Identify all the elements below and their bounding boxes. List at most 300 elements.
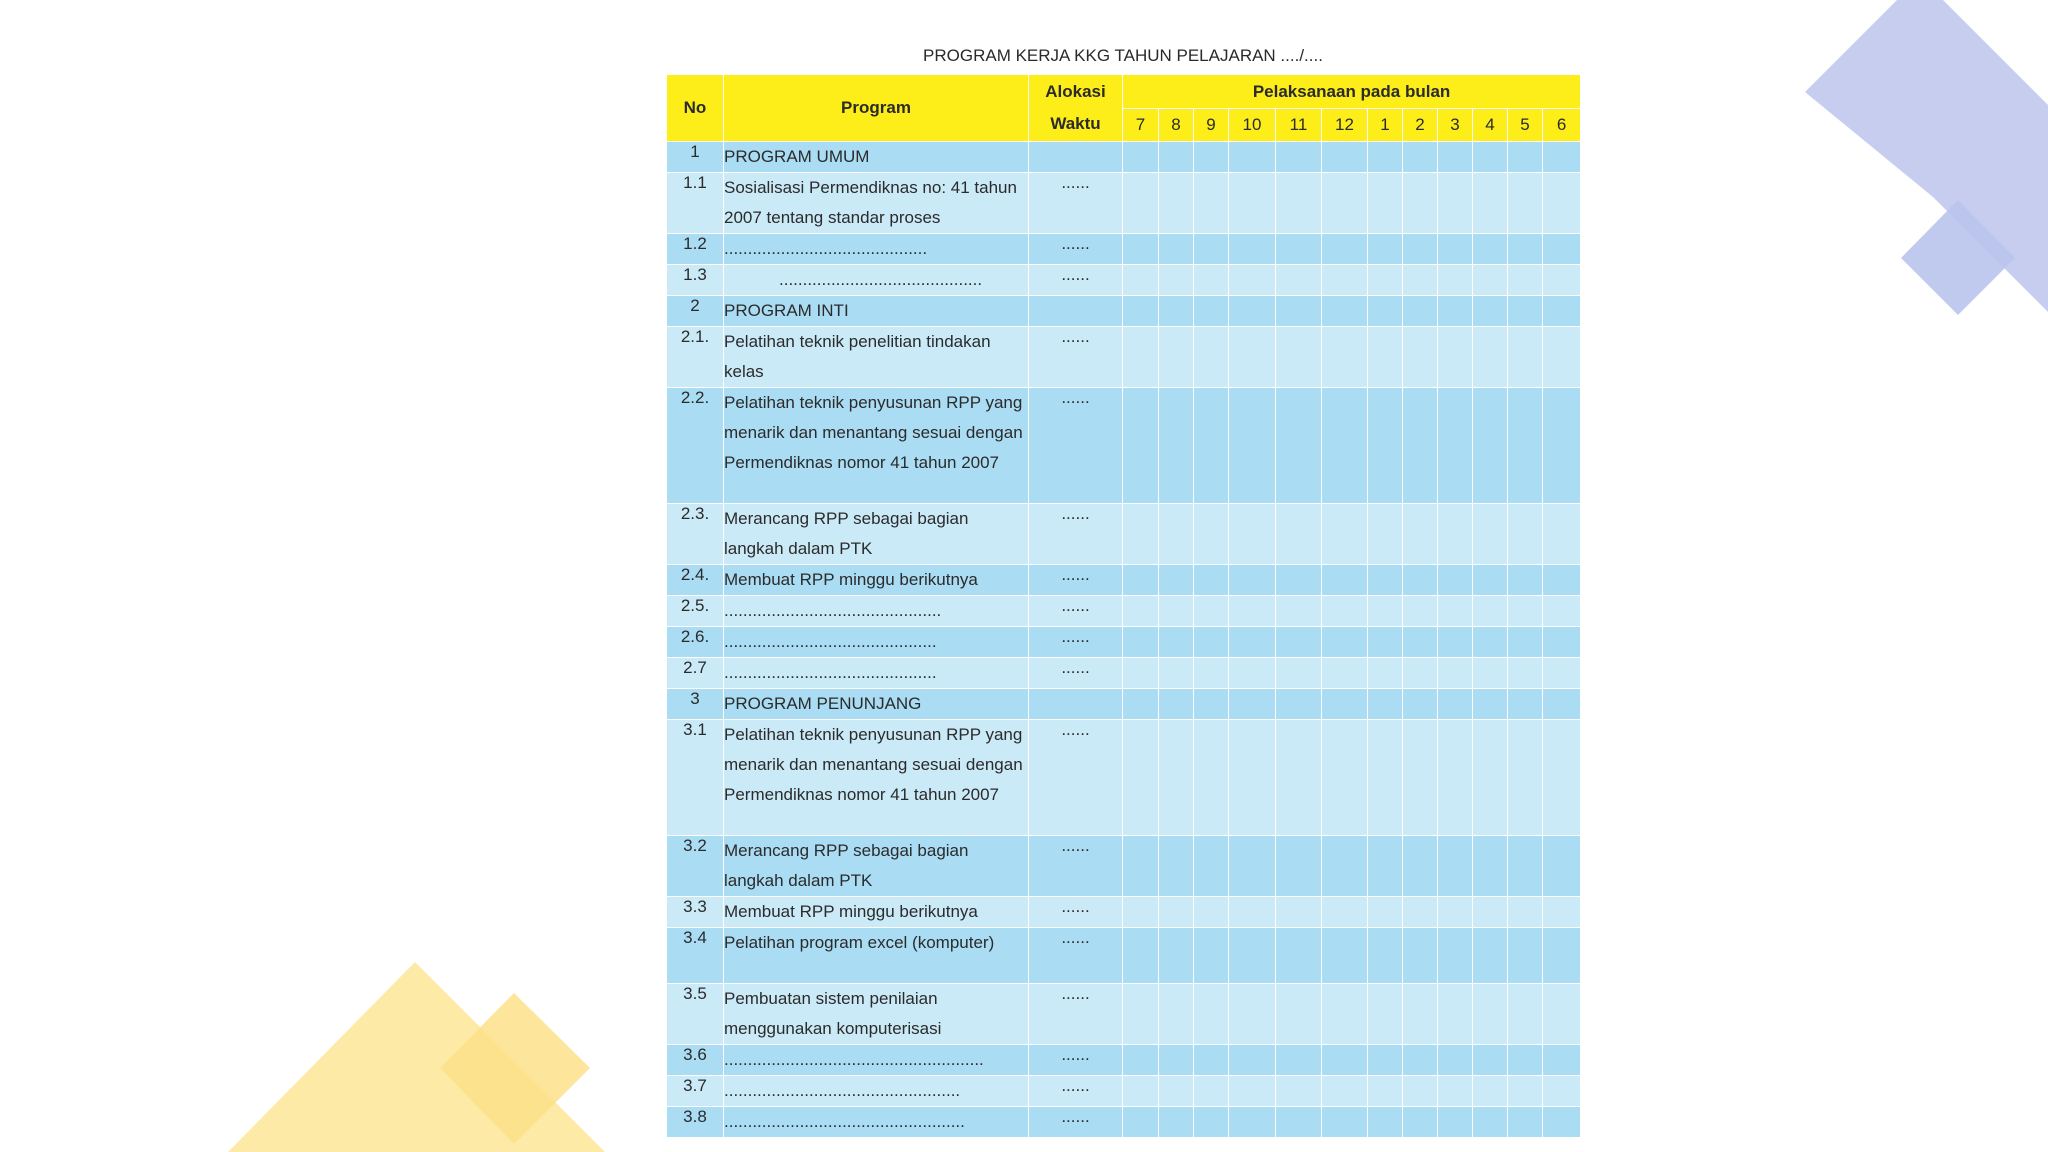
month-cell-8 bbox=[1159, 596, 1194, 627]
table-row bbox=[667, 596, 1581, 627]
month-cell-9 bbox=[1194, 265, 1229, 296]
month-cell-4 bbox=[1473, 504, 1508, 565]
row-program: Merancang RPP sebagai bagian langkah dalam PTK bbox=[724, 504, 1029, 565]
row-alokasi: ...... bbox=[1029, 596, 1123, 627]
month-cell-11 bbox=[1276, 173, 1322, 234]
header-alokasi-waktu bbox=[1029, 75, 1123, 142]
header-month-12: 12 bbox=[1322, 109, 1368, 142]
month-cell-9 bbox=[1194, 1076, 1229, 1107]
month-cell-6 bbox=[1543, 689, 1581, 720]
month-cell-9 bbox=[1194, 627, 1229, 658]
month-cell-3 bbox=[1438, 897, 1473, 928]
header-month-10: 10 bbox=[1229, 109, 1276, 142]
month-cell-7 bbox=[1123, 897, 1159, 928]
table-row bbox=[667, 658, 1581, 689]
month-cell-8 bbox=[1159, 1107, 1194, 1138]
month-cell-3 bbox=[1438, 836, 1473, 897]
month-cell-3 bbox=[1438, 265, 1473, 296]
month-cell-9 bbox=[1194, 1045, 1229, 1076]
month-cell-11 bbox=[1276, 984, 1322, 1045]
month-cell-10 bbox=[1229, 897, 1276, 928]
month-cell-1 bbox=[1368, 234, 1403, 265]
header-month-7: 7 bbox=[1123, 109, 1159, 142]
month-cell-4 bbox=[1473, 1045, 1508, 1076]
month-cell-12 bbox=[1322, 720, 1368, 836]
month-cell-8 bbox=[1159, 658, 1194, 689]
month-cell-2 bbox=[1403, 928, 1438, 984]
month-cell-6 bbox=[1543, 627, 1581, 658]
month-cell-9 bbox=[1194, 1107, 1229, 1138]
month-cell-10 bbox=[1229, 1045, 1276, 1076]
month-cell-4 bbox=[1473, 689, 1508, 720]
month-cell-5 bbox=[1508, 565, 1543, 596]
month-cell-12 bbox=[1322, 836, 1368, 897]
table-row bbox=[667, 720, 1581, 836]
row-alokasi: ...... bbox=[1029, 1076, 1123, 1107]
month-cell-6 bbox=[1543, 897, 1581, 928]
row-program: ....................................................... bbox=[724, 1045, 1029, 1076]
row-program: Pelatihan program excel (komputer) bbox=[724, 928, 1029, 984]
month-cell-8 bbox=[1159, 234, 1194, 265]
month-cell-10 bbox=[1229, 173, 1276, 234]
table-row bbox=[667, 1107, 1581, 1138]
month-cell-7 bbox=[1123, 627, 1159, 658]
month-cell-1 bbox=[1368, 504, 1403, 565]
month-cell-6 bbox=[1543, 265, 1581, 296]
table-row bbox=[667, 142, 1581, 173]
month-cell-7 bbox=[1123, 984, 1159, 1045]
row-number: 3.6 bbox=[667, 1045, 724, 1076]
month-cell-8 bbox=[1159, 265, 1194, 296]
month-cell-9 bbox=[1194, 836, 1229, 897]
table-row bbox=[667, 836, 1581, 897]
table-row bbox=[667, 1045, 1581, 1076]
row-number: 3.5 bbox=[667, 984, 724, 1045]
row-program: PROGRAM PENUNJANG bbox=[724, 689, 1029, 720]
row-number: 3.7 bbox=[667, 1076, 724, 1107]
month-cell-8 bbox=[1159, 504, 1194, 565]
header-month-8: 8 bbox=[1159, 109, 1194, 142]
row-number: 2.2. bbox=[667, 388, 724, 504]
month-cell-6 bbox=[1543, 296, 1581, 327]
row-number: 2.3. bbox=[667, 504, 724, 565]
month-cell-1 bbox=[1368, 265, 1403, 296]
month-cell-2 bbox=[1403, 1045, 1438, 1076]
month-cell-7 bbox=[1123, 234, 1159, 265]
month-cell-3 bbox=[1438, 720, 1473, 836]
month-cell-11 bbox=[1276, 504, 1322, 565]
month-cell-5 bbox=[1508, 1107, 1543, 1138]
page-title: PROGRAM KERJA KKG TAHUN PELAJARAN ..../.... bbox=[923, 46, 1323, 65]
table-row bbox=[667, 627, 1581, 658]
row-program: .............................................. bbox=[724, 596, 1029, 627]
month-cell-11 bbox=[1276, 596, 1322, 627]
month-cell-5 bbox=[1508, 720, 1543, 836]
month-cell-10 bbox=[1229, 658, 1276, 689]
month-cell-12 bbox=[1322, 565, 1368, 596]
month-cell-2 bbox=[1403, 984, 1438, 1045]
month-cell-3 bbox=[1438, 1107, 1473, 1138]
header-month-3: 3 bbox=[1438, 109, 1473, 142]
month-cell-7 bbox=[1123, 388, 1159, 504]
month-cell-1 bbox=[1368, 173, 1403, 234]
row-program: Pelatihan teknik penelitian tindakan kelas bbox=[724, 327, 1029, 388]
month-cell-12 bbox=[1322, 627, 1368, 658]
row-alokasi: ...... bbox=[1029, 658, 1123, 689]
month-cell-1 bbox=[1368, 984, 1403, 1045]
month-cell-11 bbox=[1276, 234, 1322, 265]
table-row bbox=[667, 928, 1581, 984]
row-alokasi: ...... bbox=[1029, 627, 1123, 658]
row-number: 3.1 bbox=[667, 720, 724, 836]
row-alokasi: ...... bbox=[1029, 897, 1123, 928]
month-cell-1 bbox=[1368, 689, 1403, 720]
header-alokasi-line1: Alokasi bbox=[1045, 82, 1106, 101]
month-cell-11 bbox=[1276, 327, 1322, 388]
table-row bbox=[667, 565, 1581, 596]
month-cell-5 bbox=[1508, 142, 1543, 173]
month-cell-1 bbox=[1368, 1045, 1403, 1076]
month-cell-2 bbox=[1403, 565, 1438, 596]
month-cell-12 bbox=[1322, 388, 1368, 504]
header-month-4: 4 bbox=[1473, 109, 1508, 142]
month-cell-9 bbox=[1194, 658, 1229, 689]
row-program: ................................................... bbox=[724, 1107, 1029, 1138]
row-number: 2.7 bbox=[667, 658, 724, 689]
month-cell-12 bbox=[1322, 327, 1368, 388]
month-cell-12 bbox=[1322, 1107, 1368, 1138]
month-cell-9 bbox=[1194, 984, 1229, 1045]
month-cell-11 bbox=[1276, 296, 1322, 327]
month-cell-7 bbox=[1123, 327, 1159, 388]
month-cell-12 bbox=[1322, 984, 1368, 1045]
header-pelaksanaan: Pelaksanaan pada bulan bbox=[1123, 75, 1581, 109]
table-row bbox=[667, 689, 1581, 720]
table-row bbox=[667, 327, 1581, 388]
month-cell-5 bbox=[1508, 658, 1543, 689]
row-number: 3 bbox=[667, 689, 724, 720]
month-cell-6 bbox=[1543, 173, 1581, 234]
month-cell-9 bbox=[1194, 928, 1229, 984]
month-cell-2 bbox=[1403, 327, 1438, 388]
header-month-1: 1 bbox=[1368, 109, 1403, 142]
row-alokasi: ...... bbox=[1029, 388, 1123, 504]
month-cell-9 bbox=[1194, 720, 1229, 836]
month-cell-10 bbox=[1229, 720, 1276, 836]
table-row bbox=[667, 234, 1581, 265]
month-cell-8 bbox=[1159, 565, 1194, 596]
month-cell-6 bbox=[1543, 388, 1581, 504]
month-cell-8 bbox=[1159, 897, 1194, 928]
month-cell-12 bbox=[1322, 296, 1368, 327]
month-cell-3 bbox=[1438, 388, 1473, 504]
month-cell-10 bbox=[1229, 596, 1276, 627]
row-number: 2.5. bbox=[667, 596, 724, 627]
month-cell-9 bbox=[1194, 596, 1229, 627]
month-cell-7 bbox=[1123, 504, 1159, 565]
month-cell-3 bbox=[1438, 565, 1473, 596]
month-cell-6 bbox=[1543, 1045, 1581, 1076]
month-cell-8 bbox=[1159, 984, 1194, 1045]
month-cell-4 bbox=[1473, 296, 1508, 327]
month-cell-9 bbox=[1194, 504, 1229, 565]
row-alokasi: ...... bbox=[1029, 1107, 1123, 1138]
row-alokasi bbox=[1029, 689, 1123, 720]
month-cell-5 bbox=[1508, 1045, 1543, 1076]
month-cell-1 bbox=[1368, 658, 1403, 689]
month-cell-2 bbox=[1403, 689, 1438, 720]
month-cell-5 bbox=[1508, 234, 1543, 265]
month-cell-9 bbox=[1194, 173, 1229, 234]
month-cell-11 bbox=[1276, 928, 1322, 984]
month-cell-3 bbox=[1438, 596, 1473, 627]
month-cell-1 bbox=[1368, 388, 1403, 504]
row-alokasi bbox=[1029, 142, 1123, 173]
month-cell-4 bbox=[1473, 265, 1508, 296]
month-cell-2 bbox=[1403, 897, 1438, 928]
month-cell-4 bbox=[1473, 627, 1508, 658]
month-cell-3 bbox=[1438, 173, 1473, 234]
month-cell-10 bbox=[1229, 265, 1276, 296]
month-cell-7 bbox=[1123, 1076, 1159, 1107]
month-cell-8 bbox=[1159, 142, 1194, 173]
header-month-11: 11 bbox=[1276, 109, 1322, 142]
month-cell-7 bbox=[1123, 836, 1159, 897]
row-alokasi bbox=[1029, 296, 1123, 327]
row-program: Merancang RPP sebagai bagian langkah dalam PTK bbox=[724, 836, 1029, 897]
month-cell-8 bbox=[1159, 836, 1194, 897]
month-cell-12 bbox=[1322, 234, 1368, 265]
month-cell-1 bbox=[1368, 928, 1403, 984]
month-cell-1 bbox=[1368, 836, 1403, 897]
row-program: PROGRAM INTI bbox=[724, 296, 1029, 327]
month-cell-7 bbox=[1123, 1107, 1159, 1138]
month-cell-3 bbox=[1438, 627, 1473, 658]
month-cell-10 bbox=[1229, 836, 1276, 897]
month-cell-10 bbox=[1229, 327, 1276, 388]
month-cell-3 bbox=[1438, 689, 1473, 720]
month-cell-3 bbox=[1438, 1045, 1473, 1076]
month-cell-5 bbox=[1508, 504, 1543, 565]
month-cell-6 bbox=[1543, 1076, 1581, 1107]
month-cell-2 bbox=[1403, 1107, 1438, 1138]
month-cell-9 bbox=[1194, 234, 1229, 265]
month-cell-3 bbox=[1438, 327, 1473, 388]
month-cell-4 bbox=[1473, 836, 1508, 897]
month-cell-1 bbox=[1368, 627, 1403, 658]
month-cell-10 bbox=[1229, 565, 1276, 596]
month-cell-5 bbox=[1508, 1076, 1543, 1107]
month-cell-3 bbox=[1438, 658, 1473, 689]
month-cell-12 bbox=[1322, 1045, 1368, 1076]
month-cell-1 bbox=[1368, 1076, 1403, 1107]
month-cell-5 bbox=[1508, 596, 1543, 627]
month-cell-6 bbox=[1543, 565, 1581, 596]
table-row bbox=[667, 265, 1581, 296]
row-program: Sosialisasi Permendiknas no: 41 tahun 2007 tentang standar proses bbox=[724, 173, 1029, 234]
month-cell-9 bbox=[1194, 565, 1229, 596]
month-cell-5 bbox=[1508, 627, 1543, 658]
row-number: 2.1. bbox=[667, 327, 724, 388]
row-number: 2.4. bbox=[667, 565, 724, 596]
month-cell-4 bbox=[1473, 388, 1508, 504]
month-cell-7 bbox=[1123, 720, 1159, 836]
month-cell-11 bbox=[1276, 1045, 1322, 1076]
month-cell-4 bbox=[1473, 1076, 1508, 1107]
month-cell-2 bbox=[1403, 720, 1438, 836]
month-cell-5 bbox=[1508, 296, 1543, 327]
header-month-2: 2 bbox=[1403, 109, 1438, 142]
month-cell-11 bbox=[1276, 142, 1322, 173]
month-cell-12 bbox=[1322, 173, 1368, 234]
month-cell-11 bbox=[1276, 1076, 1322, 1107]
row-number: 3.4 bbox=[667, 928, 724, 984]
month-cell-8 bbox=[1159, 928, 1194, 984]
month-cell-5 bbox=[1508, 173, 1543, 234]
month-cell-7 bbox=[1123, 296, 1159, 327]
month-cell-1 bbox=[1368, 596, 1403, 627]
row-number: 1.2 bbox=[667, 234, 724, 265]
month-cell-10 bbox=[1229, 504, 1276, 565]
month-cell-3 bbox=[1438, 928, 1473, 984]
row-number: 1.1 bbox=[667, 173, 724, 234]
header-month-6: 6 bbox=[1543, 109, 1581, 142]
month-cell-3 bbox=[1438, 142, 1473, 173]
row-program: Pelatihan teknik penyusunan RPP yang menarik dan menantang sesuai dengan Permendiknas nomor 41 tahun 2007 bbox=[724, 388, 1029, 504]
row-alokasi: ...... bbox=[1029, 327, 1123, 388]
row-program: Membuat RPP minggu berikutnya bbox=[724, 565, 1029, 596]
month-cell-1 bbox=[1368, 142, 1403, 173]
table-row bbox=[667, 173, 1581, 234]
month-cell-7 bbox=[1123, 142, 1159, 173]
row-alokasi: ...... bbox=[1029, 1045, 1123, 1076]
row-program: ........................................... bbox=[724, 265, 1029, 296]
month-cell-8 bbox=[1159, 1076, 1194, 1107]
month-cell-5 bbox=[1508, 689, 1543, 720]
month-cell-9 bbox=[1194, 388, 1229, 504]
month-cell-1 bbox=[1368, 897, 1403, 928]
month-cell-4 bbox=[1473, 928, 1508, 984]
month-cell-2 bbox=[1403, 1076, 1438, 1107]
row-number: 3.3 bbox=[667, 897, 724, 928]
table-row bbox=[667, 984, 1581, 1045]
header-month-5: 5 bbox=[1508, 109, 1543, 142]
row-number: 2 bbox=[667, 296, 724, 327]
row-alokasi: ...... bbox=[1029, 928, 1123, 984]
month-cell-1 bbox=[1368, 1107, 1403, 1138]
month-cell-6 bbox=[1543, 596, 1581, 627]
month-cell-7 bbox=[1123, 265, 1159, 296]
header-no: No bbox=[667, 75, 724, 142]
month-cell-4 bbox=[1473, 1107, 1508, 1138]
header-alokasi-line2: Waktu bbox=[1050, 114, 1101, 133]
month-cell-10 bbox=[1229, 689, 1276, 720]
month-cell-5 bbox=[1508, 265, 1543, 296]
month-cell-6 bbox=[1543, 984, 1581, 1045]
month-cell-4 bbox=[1473, 984, 1508, 1045]
row-program: ............................................. bbox=[724, 627, 1029, 658]
table-row bbox=[667, 296, 1581, 327]
month-cell-4 bbox=[1473, 658, 1508, 689]
month-cell-10 bbox=[1229, 627, 1276, 658]
month-cell-8 bbox=[1159, 627, 1194, 658]
month-cell-12 bbox=[1322, 504, 1368, 565]
month-cell-2 bbox=[1403, 265, 1438, 296]
row-alokasi: ...... bbox=[1029, 565, 1123, 596]
month-cell-5 bbox=[1508, 928, 1543, 984]
month-cell-1 bbox=[1368, 327, 1403, 388]
header-program: Program bbox=[724, 75, 1029, 142]
month-cell-10 bbox=[1229, 984, 1276, 1045]
row-number: 2.6. bbox=[667, 627, 724, 658]
month-cell-3 bbox=[1438, 984, 1473, 1045]
month-cell-1 bbox=[1368, 720, 1403, 836]
month-cell-11 bbox=[1276, 897, 1322, 928]
row-alokasi: ...... bbox=[1029, 504, 1123, 565]
month-cell-11 bbox=[1276, 565, 1322, 596]
month-cell-2 bbox=[1403, 627, 1438, 658]
month-cell-6 bbox=[1543, 720, 1581, 836]
row-number: 1.3 bbox=[667, 265, 724, 296]
month-cell-11 bbox=[1276, 265, 1322, 296]
month-cell-4 bbox=[1473, 142, 1508, 173]
month-cell-8 bbox=[1159, 1045, 1194, 1076]
month-cell-9 bbox=[1194, 897, 1229, 928]
row-number: 3.2 bbox=[667, 836, 724, 897]
row-program: ........................................... bbox=[724, 234, 1029, 265]
row-alokasi: ...... bbox=[1029, 720, 1123, 836]
month-cell-12 bbox=[1322, 142, 1368, 173]
month-cell-5 bbox=[1508, 984, 1543, 1045]
month-cell-7 bbox=[1123, 173, 1159, 234]
month-cell-5 bbox=[1508, 897, 1543, 928]
month-cell-11 bbox=[1276, 836, 1322, 897]
month-cell-1 bbox=[1368, 565, 1403, 596]
month-cell-9 bbox=[1194, 327, 1229, 388]
row-alokasi: ...... bbox=[1029, 265, 1123, 296]
table-row bbox=[667, 1076, 1581, 1107]
month-cell-12 bbox=[1322, 1076, 1368, 1107]
row-alokasi: ...... bbox=[1029, 173, 1123, 234]
month-cell-6 bbox=[1543, 234, 1581, 265]
month-cell-8 bbox=[1159, 689, 1194, 720]
month-cell-4 bbox=[1473, 327, 1508, 388]
month-cell-2 bbox=[1403, 596, 1438, 627]
month-cell-3 bbox=[1438, 1076, 1473, 1107]
month-cell-9 bbox=[1194, 689, 1229, 720]
month-cell-11 bbox=[1276, 658, 1322, 689]
month-cell-12 bbox=[1322, 658, 1368, 689]
month-cell-2 bbox=[1403, 388, 1438, 504]
month-cell-6 bbox=[1543, 327, 1581, 388]
month-cell-4 bbox=[1473, 173, 1508, 234]
month-cell-4 bbox=[1473, 720, 1508, 836]
month-cell-9 bbox=[1194, 142, 1229, 173]
row-alokasi: ...... bbox=[1029, 234, 1123, 265]
month-cell-6 bbox=[1543, 1107, 1581, 1138]
month-cell-8 bbox=[1159, 720, 1194, 836]
month-cell-12 bbox=[1322, 265, 1368, 296]
month-cell-7 bbox=[1123, 565, 1159, 596]
month-cell-6 bbox=[1543, 928, 1581, 984]
month-cell-8 bbox=[1159, 173, 1194, 234]
month-cell-2 bbox=[1403, 836, 1438, 897]
month-cell-4 bbox=[1473, 565, 1508, 596]
month-cell-12 bbox=[1322, 897, 1368, 928]
table-row bbox=[667, 504, 1581, 565]
month-cell-11 bbox=[1276, 720, 1322, 836]
month-cell-7 bbox=[1123, 658, 1159, 689]
